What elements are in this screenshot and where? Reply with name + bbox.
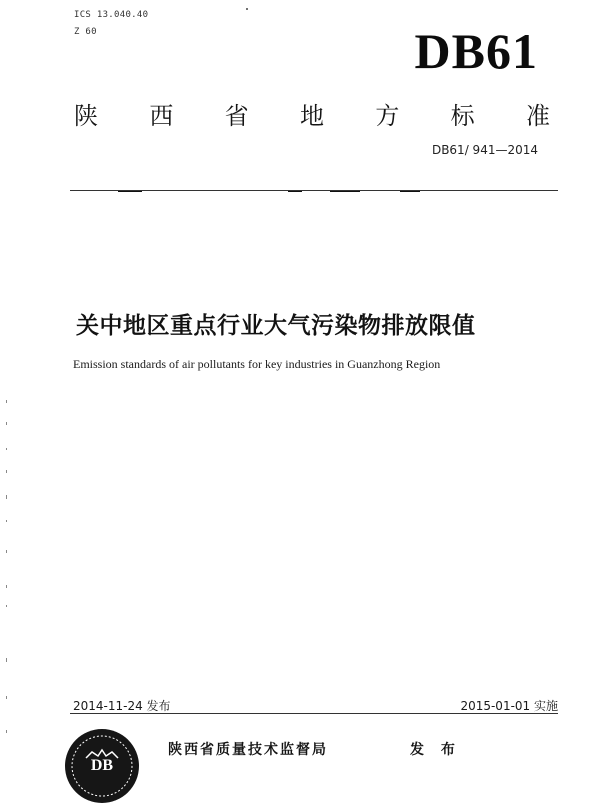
issuer-char: 标 [450, 102, 475, 130]
issuer-char: 准 [525, 102, 550, 130]
ccs-code: Z 60 [74, 27, 97, 37]
divider-segment [400, 191, 420, 192]
issuer-heading [74, 96, 550, 130]
document-title-chinese: 关中地区重点行业大气污染物排放限值 [76, 313, 476, 339]
issue-label: 发 布 [410, 742, 461, 758]
implement-date: 2015-01-01 实施 [460, 699, 558, 713]
publish-date: 2014-11-24 发布 [73, 699, 171, 713]
db-logo: DB61 [414, 23, 538, 79]
issuer-char: 省 [224, 102, 249, 130]
ics-code: ICS 13.040.40 [74, 10, 149, 20]
issuer-char: 方 [375, 102, 400, 130]
official-seal-icon [64, 728, 140, 804]
issuing-body: 陕西省质量技术监督局 [168, 742, 328, 758]
print-speck [246, 8, 248, 10]
divider-segment [330, 191, 360, 192]
divider-segment [118, 191, 142, 192]
seal-text: DB [90, 757, 114, 774]
footer-divider [70, 713, 558, 714]
issuer-char: 西 [149, 102, 174, 130]
scan-margin-marks [4, 400, 10, 740]
issuer-char: 陕 [74, 102, 98, 130]
header-divider [70, 190, 558, 191]
standard-number: DB61/ 941—2014 [431, 143, 538, 157]
divider-segment [288, 191, 302, 192]
document-title-english: Emission standards of air pollutants for key industries in Guanzhong Region [73, 357, 441, 371]
issuer-char: 地 [299, 102, 324, 130]
